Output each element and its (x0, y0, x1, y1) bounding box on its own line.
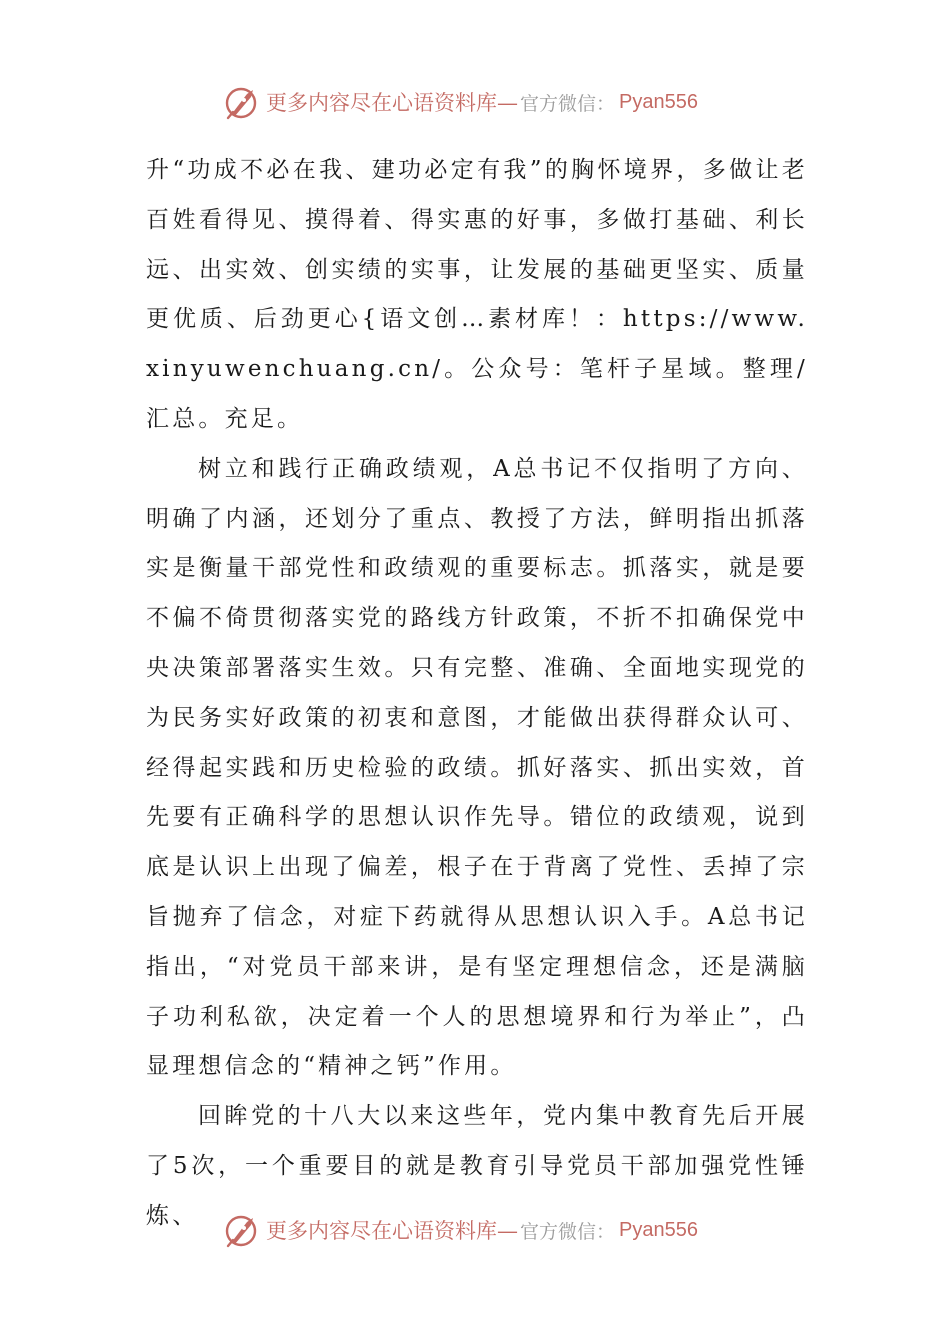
banner-wechat-label: 官方微信： (520, 92, 616, 115)
banner-main-text: 更多内容尽在心语资料库— (266, 91, 518, 115)
header-banner (222, 80, 698, 124)
paragraph-political-achievements: 树立和践行正确政绩观，A总书记不仅指明了方向、明确了内涵，还划分了重点、教授了方法，鲜明指出抓落实是衡量干部党性和政绩观的重要标志。抓落实，就是要不偏不倚贯彻落实党的路线方针政策，不折不扣确保党中央决策部署落实生效。只有完整、准确、全面地实现党的为民务实好政策的初衷和意图，才能做出获得群众认可、经得起实践和历史检验的政绩。抓好落实、抓出实效，首先要有正确科学的思想认识作先导。错位的政绩观，说到底是认识上出现了偏差，根子在于背离了党性、丢掉了宗旨抛弃了信念，对症下药就得从思想认识入手。A总书记指出，“对党员干部来讲，是有坚定理想信念，还是满脑子功利私欲，决定着一个人的思想境界和行为举止”，凸显理想信念的“精神之钙”作用。 (146, 455, 808, 1080)
pen-nib-logo-icon (222, 1210, 262, 1250)
footer-banner (222, 1208, 698, 1252)
banner-wechat-label: 官方微信： (520, 1220, 616, 1243)
banner-wechat-id: Pyan556 (619, 90, 698, 113)
pen-nib-logo-icon (222, 82, 262, 122)
banner-wechat-id: Pyan556 (619, 1218, 698, 1241)
paragraph-review: 回眸党的十八大以来这些年，党内集中教育先后开展了5次，一个重要目的就是教育引导党员干部加强党性锤炼、 (146, 1103, 808, 1229)
document-body (146, 146, 808, 1242)
paragraph-continuation: 升“功成不必在我、建功必定有我”的胸怀境界，多做让老百姓看得见、摸得着、得实惠的好事，多做打基础、利长远、出实效、创实绩的实事，让发展的基础更坚实、质量更优质、后劲更心{语文创…素材库！：https://www.xinyuwenchuang.cn/。公众号：笔杆子星域。整理/汇总。充足。 (146, 157, 808, 432)
banner-main-text: 更多内容尽在心语资料库— (266, 1219, 518, 1243)
